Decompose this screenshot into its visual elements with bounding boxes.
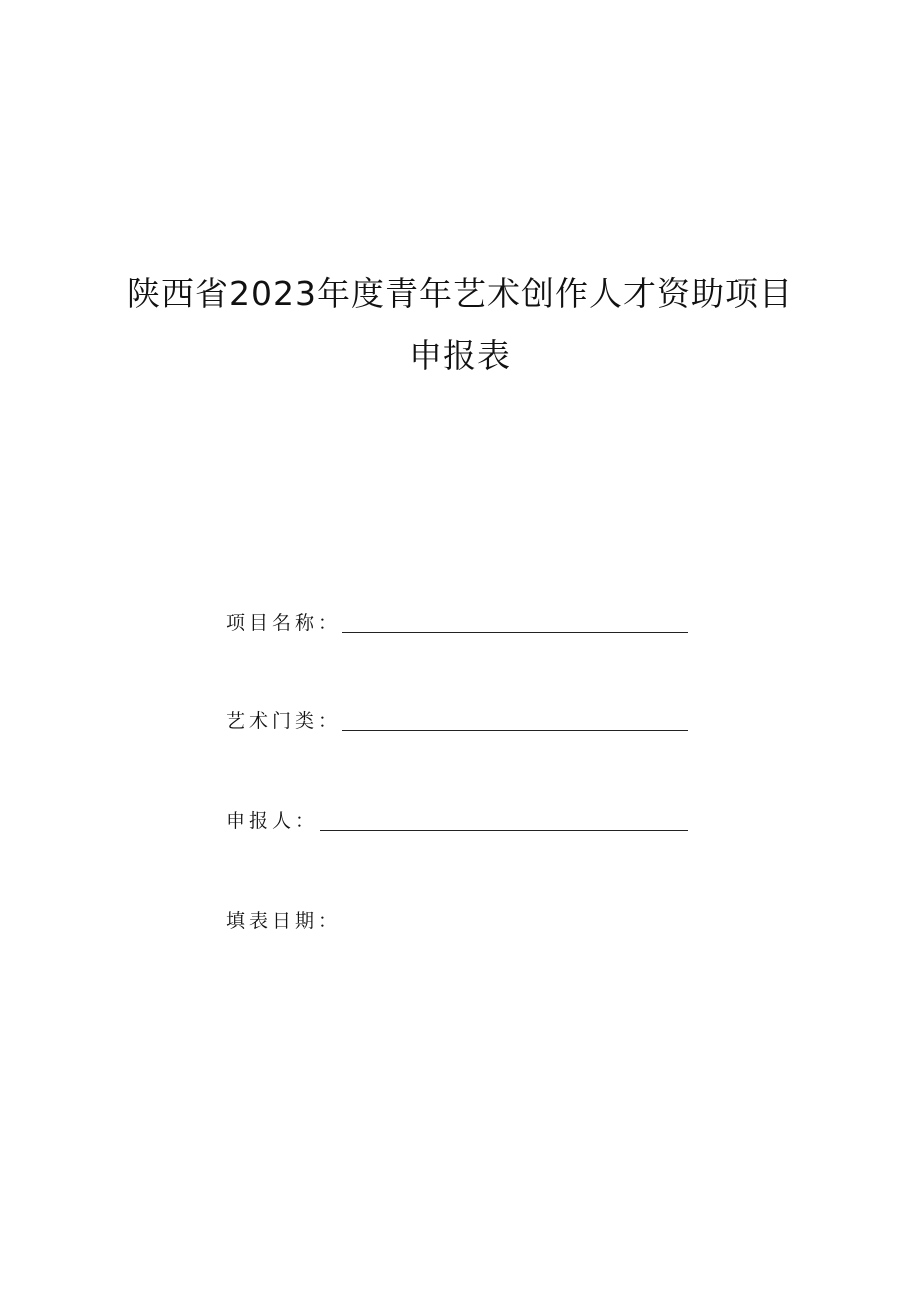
fill-date-label: 填表日期： bbox=[226, 910, 342, 932]
document-title-line-2: 申报表 bbox=[409, 336, 511, 375]
art-category-blank-line[interactable] bbox=[342, 730, 688, 731]
applicant-blank-line[interactable] bbox=[320, 830, 688, 831]
project-name-blank-line[interactable] bbox=[342, 632, 688, 633]
art-category-label: 艺术门类： bbox=[226, 710, 342, 732]
project-name-label: 项目名称： bbox=[226, 612, 342, 634]
document-title-line-1: 陕西省2023年度青年艺术创作人才资助项目 bbox=[127, 274, 793, 313]
applicant-label: 申报人： bbox=[226, 810, 319, 832]
